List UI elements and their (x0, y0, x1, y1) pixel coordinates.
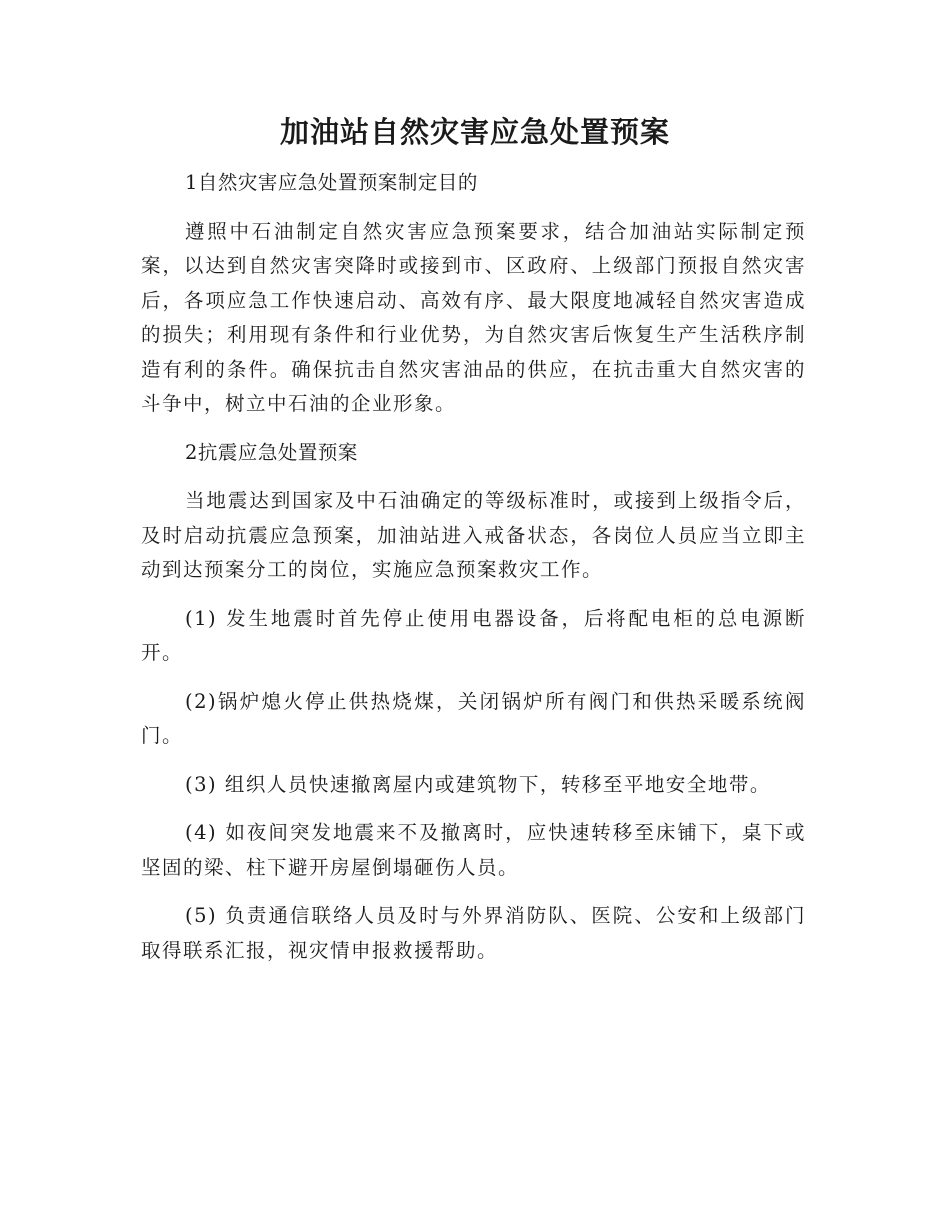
list-item-3: (3) 组织人员快速撤离屋内或建筑物下，转移至平地安全地带。 (185, 772, 771, 796)
document-title: 加油站自然灾害应急处置预案 (279, 115, 670, 149)
list-item-4: (4) 如夜间突发地震来不及撤离时，应快速转移至床铺下，桌下或坚固的梁、柱下避开房屋倒塌砸伤人员。 (141, 821, 806, 879)
document-body (141, 166, 806, 982)
section-2-paragraph: 当地震达到国家及中石油确定的等级标准时，或接到上级指令后，及时启动抗震应急预案，加油站进入戒备状态，各岗位人员应当立即主动到达预案分工的岗位，实施应急预案救灾工作。 (141, 489, 806, 581)
section-2-heading: 2抗震应急处置预案 (185, 440, 358, 464)
section-1-paragraph: 遵照中石油制定自然灾害应急预案要求，结合加油站实际制定预案，以达到自然灾害突降时或接到市、区政府、上级部门预报自然灾害后，各项应急工作快速启动、高效有序、最大限度地减轻自然灾害造成的损失；利用现有条件和行业优势，为自然灾害后恢复生产生活秩序制造有利的条件。确保抗击自然灾害油品的供应，在抗击重大自然灾害的斗争中，树立中石油的企业形象。 (141, 219, 806, 415)
section-1-heading: 1自然灾害应急处置预案制定目的 (185, 171, 478, 194)
list-item-5: (5) 负责通信联络人员及时与外界消防队、医院、公安和上级部门取得联系汇报，视灾情申报救援帮助。 (141, 904, 806, 962)
list-item-2: (2)锅炉熄火停止供热烧煤，关闭锅炉所有阀门和供热采暖系统阀门。 (141, 689, 806, 747)
list-item-1: (1) 发生地震时首先停止使用电器设备，后将配电柜的总电源断开。 (141, 606, 806, 664)
